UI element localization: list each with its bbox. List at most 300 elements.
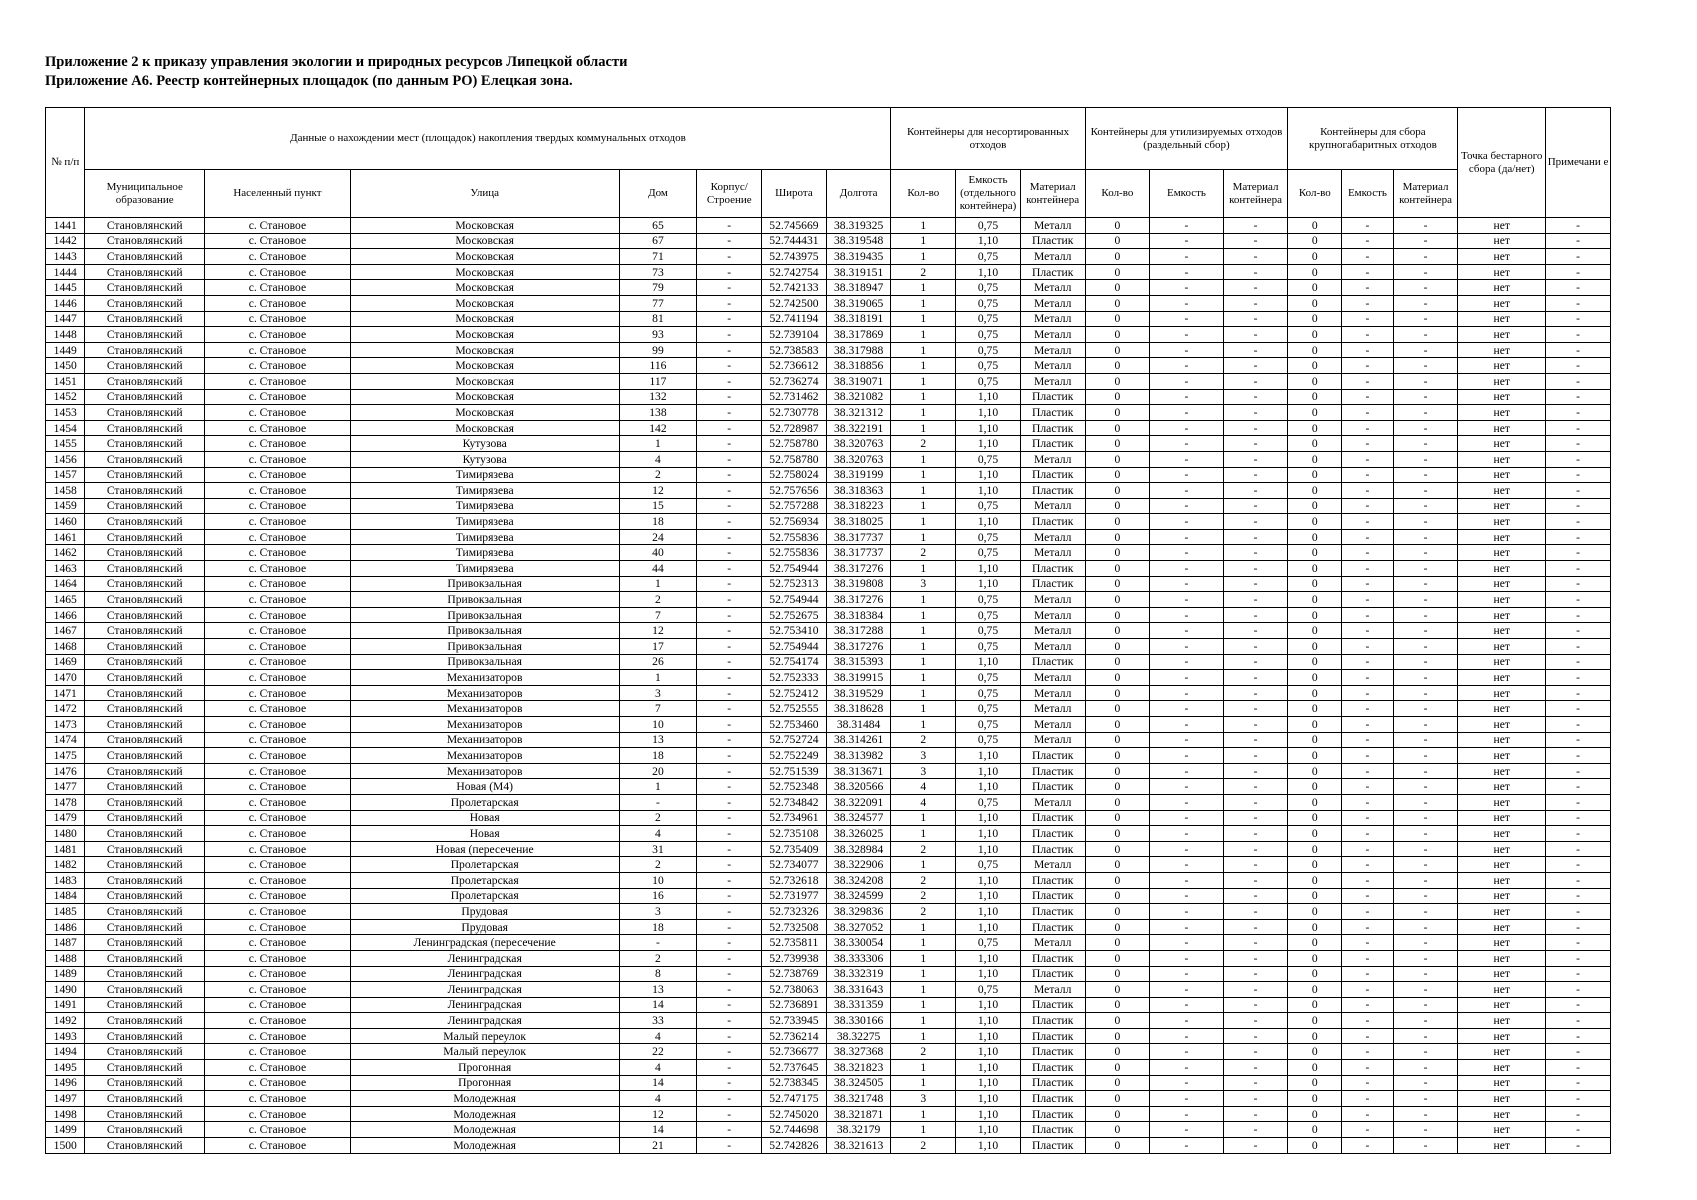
cell-material-bulky: - [1393, 451, 1458, 467]
cell-street: Московская [350, 295, 619, 311]
cell-containerless: нет [1458, 1028, 1546, 1044]
cell-volume-recyclable: - [1150, 888, 1223, 904]
cell-material-recyclable: - [1223, 779, 1288, 795]
cell-material-bulky: - [1393, 311, 1458, 327]
cell-volume-unsorted: 1,10 [956, 997, 1021, 1013]
cell-note: - [1546, 904, 1611, 920]
cell-num: 1450 [46, 358, 85, 374]
cell-count-unsorted: 4 [891, 794, 956, 810]
header-volume-recyclable: Емкость [1150, 170, 1223, 218]
cell-municipality: Становлянский [85, 701, 205, 717]
cell-material-bulky: - [1393, 576, 1458, 592]
cell-volume-unsorted: 1,10 [956, 233, 1021, 249]
cell-house: 2 [619, 467, 697, 483]
cell-building: - [697, 748, 762, 764]
cell-material-unsorted: Металл [1020, 249, 1085, 265]
cell-containerless: нет [1458, 748, 1546, 764]
cell-count-recyclable: 0 [1085, 826, 1150, 842]
cell-street: Привокзальная [350, 623, 619, 639]
cell-lon: 38.324577 [826, 810, 891, 826]
table-row [46, 327, 1611, 343]
cell-material-bulky: - [1393, 342, 1458, 358]
cell-volume-bulky: - [1342, 1122, 1394, 1138]
cell-num: 1461 [46, 529, 85, 545]
cell-count-recyclable: 0 [1085, 358, 1150, 374]
cell-material-bulky: - [1393, 607, 1458, 623]
cell-house: 14 [619, 1075, 697, 1091]
cell-volume-unsorted: 1,10 [956, 826, 1021, 842]
cell-count-unsorted: 2 [891, 545, 956, 561]
cell-count-recyclable: 0 [1085, 888, 1150, 904]
cell-material-recyclable: - [1223, 420, 1288, 436]
cell-num: 1445 [46, 280, 85, 296]
cell-count-bulky: 0 [1288, 514, 1342, 530]
cell-lon: 38.320566 [826, 779, 891, 795]
cell-volume-recyclable: - [1150, 280, 1223, 296]
cell-material-unsorted: Металл [1020, 451, 1085, 467]
cell-material-bulky: - [1393, 982, 1458, 998]
table-row [46, 1013, 1611, 1029]
cell-volume-bulky: - [1342, 467, 1394, 483]
header-num: № п/п [46, 108, 85, 218]
cell-note: - [1546, 888, 1611, 904]
cell-volume-recyclable: - [1150, 576, 1223, 592]
cell-containerless: нет [1458, 327, 1546, 343]
cell-material-unsorted: Металл [1020, 732, 1085, 748]
cell-count-bulky: 0 [1288, 389, 1342, 405]
cell-municipality: Становлянский [85, 982, 205, 998]
cell-lat: 52.754944 [762, 561, 827, 577]
cell-settlement: с. Становое [205, 545, 351, 561]
cell-count-bulky: 0 [1288, 794, 1342, 810]
cell-lat: 52.758780 [762, 451, 827, 467]
cell-num: 1444 [46, 264, 85, 280]
cell-street: Пролетарская [350, 872, 619, 888]
cell-containerless: нет [1458, 1091, 1546, 1107]
cell-note: - [1546, 1028, 1611, 1044]
cell-count-unsorted: 1 [891, 218, 956, 234]
cell-municipality: Становлянский [85, 732, 205, 748]
cell-street: Ленинградская [350, 997, 619, 1013]
cell-volume-unsorted: 0,75 [956, 982, 1021, 998]
cell-lon: 38.321312 [826, 405, 891, 421]
cell-material-bulky: - [1393, 436, 1458, 452]
cell-volume-unsorted: 0,75 [956, 857, 1021, 873]
cell-note: - [1546, 467, 1611, 483]
cell-containerless: нет [1458, 1106, 1546, 1122]
cell-containerless: нет [1458, 950, 1546, 966]
table-row [46, 982, 1611, 998]
cell-volume-bulky: - [1342, 405, 1394, 421]
cell-settlement: с. Становое [205, 1044, 351, 1060]
cell-count-recyclable: 0 [1085, 373, 1150, 389]
table-row [46, 280, 1611, 296]
cell-municipality: Становлянский [85, 264, 205, 280]
cell-building: - [697, 670, 762, 686]
cell-note: - [1546, 342, 1611, 358]
cell-containerless: нет [1458, 654, 1546, 670]
cell-count-recyclable: 0 [1085, 1138, 1150, 1154]
cell-municipality: Становлянский [85, 1060, 205, 1076]
cell-settlement: с. Становое [205, 1122, 351, 1138]
cell-settlement: с. Становое [205, 358, 351, 374]
cell-house: 71 [619, 249, 697, 265]
cell-volume-bulky: - [1342, 233, 1394, 249]
cell-num: 1484 [46, 888, 85, 904]
cell-building: - [697, 233, 762, 249]
cell-count-recyclable: 0 [1085, 717, 1150, 733]
cell-count-recyclable: 0 [1085, 794, 1150, 810]
cell-municipality: Становлянский [85, 763, 205, 779]
cell-count-unsorted: 1 [891, 1013, 956, 1029]
cell-material-unsorted: Металл [1020, 935, 1085, 951]
cell-count-recyclable: 0 [1085, 420, 1150, 436]
cell-count-recyclable: 0 [1085, 779, 1150, 795]
cell-material-recyclable: - [1223, 904, 1288, 920]
cell-count-recyclable: 0 [1085, 670, 1150, 686]
cell-street: Пролетарская [350, 857, 619, 873]
cell-count-recyclable: 0 [1085, 1044, 1150, 1060]
cell-material-unsorted: Пластик [1020, 405, 1085, 421]
cell-volume-recyclable: - [1150, 654, 1223, 670]
cell-municipality: Становлянский [85, 826, 205, 842]
cell-volume-recyclable: - [1150, 841, 1223, 857]
cell-count-recyclable: 0 [1085, 623, 1150, 639]
cell-count-unsorted: 3 [891, 763, 956, 779]
cell-material-recyclable: - [1223, 249, 1288, 265]
cell-count-bulky: 0 [1288, 218, 1342, 234]
cell-material-recyclable: - [1223, 623, 1288, 639]
table-row [46, 623, 1611, 639]
cell-material-recyclable: - [1223, 982, 1288, 998]
cell-material-unsorted: Металл [1020, 623, 1085, 639]
cell-settlement: с. Становое [205, 295, 351, 311]
cell-house: 26 [619, 654, 697, 670]
cell-house: 2 [619, 810, 697, 826]
cell-street: Московская [350, 218, 619, 234]
cell-material-unsorted: Пластик [1020, 483, 1085, 499]
cell-material-bulky: - [1393, 717, 1458, 733]
cell-volume-bulky: - [1342, 857, 1394, 873]
cell-volume-recyclable: - [1150, 685, 1223, 701]
cell-lat: 52.752333 [762, 670, 827, 686]
cell-municipality: Становлянский [85, 249, 205, 265]
table-row [46, 576, 1611, 592]
cell-lon: 38.32179 [826, 1122, 891, 1138]
cell-containerless: нет [1458, 264, 1546, 280]
cell-volume-recyclable: - [1150, 405, 1223, 421]
cell-lat: 52.755836 [762, 545, 827, 561]
cell-house: 116 [619, 358, 697, 374]
cell-note: - [1546, 794, 1611, 810]
cell-settlement: с. Становое [205, 218, 351, 234]
cell-house: 33 [619, 1013, 697, 1029]
cell-volume-bulky: - [1342, 249, 1394, 265]
table-row [46, 467, 1611, 483]
cell-material-unsorted: Пластик [1020, 436, 1085, 452]
table-row [46, 233, 1611, 249]
header-recyclable-group: Контейнеры для утилизируемых отходов (раздельный сбор) [1085, 108, 1288, 170]
cell-volume-recyclable: - [1150, 966, 1223, 982]
cell-volume-bulky: - [1342, 763, 1394, 779]
cell-street: Московская [350, 280, 619, 296]
cell-material-unsorted: Пластик [1020, 389, 1085, 405]
cell-lat: 52.742754 [762, 264, 827, 280]
cell-lat: 52.742133 [762, 280, 827, 296]
cell-num: 1463 [46, 561, 85, 577]
cell-volume-unsorted: 1,10 [956, 264, 1021, 280]
cell-volume-recyclable: - [1150, 295, 1223, 311]
cell-municipality: Становлянский [85, 467, 205, 483]
table-row [46, 451, 1611, 467]
cell-volume-unsorted: 1,10 [956, 654, 1021, 670]
cell-lat: 52.752313 [762, 576, 827, 592]
cell-settlement: с. Становое [205, 342, 351, 358]
heading-line-2: Приложение А6. Реестр контейнерных площадок (по данным РО) Елецкая зона. [45, 73, 573, 89]
cell-house: 13 [619, 982, 697, 998]
cell-lon: 38.333306 [826, 950, 891, 966]
cell-volume-bulky: - [1342, 311, 1394, 327]
cell-num: 1487 [46, 935, 85, 951]
cell-building: - [697, 779, 762, 795]
header-containerless: Точка бестарного сбора (да/нет) [1458, 108, 1546, 218]
cell-volume-recyclable: - [1150, 358, 1223, 374]
cell-count-recyclable: 0 [1085, 748, 1150, 764]
cell-lon: 38.317276 [826, 592, 891, 608]
table-row [46, 1028, 1611, 1044]
cell-count-recyclable: 0 [1085, 311, 1150, 327]
cell-building: - [697, 576, 762, 592]
cell-street: Механизаторов [350, 701, 619, 717]
cell-material-recyclable: - [1223, 529, 1288, 545]
cell-street: Ленинградская [350, 982, 619, 998]
cell-count-bulky: 0 [1288, 342, 1342, 358]
cell-volume-recyclable: - [1150, 249, 1223, 265]
cell-volume-bulky: - [1342, 810, 1394, 826]
cell-material-bulky: - [1393, 420, 1458, 436]
cell-municipality: Становлянский [85, 872, 205, 888]
cell-lat: 52.739104 [762, 327, 827, 343]
cell-material-unsorted: Металл [1020, 685, 1085, 701]
cell-municipality: Становлянский [85, 295, 205, 311]
cell-count-unsorted: 1 [891, 233, 956, 249]
cell-containerless: нет [1458, 483, 1546, 499]
cell-lon: 38.331643 [826, 982, 891, 998]
cell-settlement: с. Становое [205, 420, 351, 436]
cell-material-recyclable: - [1223, 935, 1288, 951]
table-row [46, 436, 1611, 452]
cell-volume-bulky: - [1342, 748, 1394, 764]
cell-material-unsorted: Металл [1020, 311, 1085, 327]
cell-num: 1477 [46, 779, 85, 795]
cell-volume-bulky: - [1342, 607, 1394, 623]
cell-containerless: нет [1458, 592, 1546, 608]
cell-volume-unsorted: 1,10 [956, 467, 1021, 483]
table-row [46, 264, 1611, 280]
cell-lat: 52.753410 [762, 623, 827, 639]
cell-volume-unsorted: 1,10 [956, 1091, 1021, 1107]
cell-count-bulky: 0 [1288, 701, 1342, 717]
cell-house: 16 [619, 888, 697, 904]
cell-lat: 52.744698 [762, 1122, 827, 1138]
cell-settlement: с. Становое [205, 717, 351, 733]
cell-building: - [697, 311, 762, 327]
cell-volume-bulky: - [1342, 841, 1394, 857]
cell-volume-bulky: - [1342, 1091, 1394, 1107]
cell-volume-recyclable: - [1150, 1060, 1223, 1076]
table-row [46, 295, 1611, 311]
cell-volume-unsorted: 1,10 [956, 748, 1021, 764]
cell-settlement: с. Становое [205, 904, 351, 920]
cell-house: 1 [619, 436, 697, 452]
cell-lon: 38.319071 [826, 373, 891, 389]
cell-num: 1497 [46, 1091, 85, 1107]
cell-municipality: Становлянский [85, 529, 205, 545]
cell-material-unsorted: Пластик [1020, 841, 1085, 857]
cell-num: 1458 [46, 483, 85, 499]
cell-volume-recyclable: - [1150, 1044, 1223, 1060]
cell-lat: 52.754944 [762, 592, 827, 608]
header-unsorted-group: Контейнеры для несортированных отходов [891, 108, 1085, 170]
document-heading [45, 53, 1245, 91]
header-count-bulky: Кол-во [1288, 170, 1342, 218]
cell-count-bulky: 0 [1288, 966, 1342, 982]
cell-material-recyclable: - [1223, 405, 1288, 421]
cell-street: Тимирязева [350, 483, 619, 499]
table-row [46, 779, 1611, 795]
cell-settlement: с. Становое [205, 607, 351, 623]
cell-containerless: нет [1458, 607, 1546, 623]
cell-lon: 38.327052 [826, 919, 891, 935]
cell-material-bulky: - [1393, 483, 1458, 499]
cell-note: - [1546, 498, 1611, 514]
cell-containerless: нет [1458, 545, 1546, 561]
cell-containerless: нет [1458, 1044, 1546, 1060]
cell-material-bulky: - [1393, 1106, 1458, 1122]
cell-material-unsorted: Металл [1020, 280, 1085, 296]
cell-municipality: Становлянский [85, 950, 205, 966]
cell-settlement: с. Становое [205, 872, 351, 888]
cell-settlement: с. Становое [205, 888, 351, 904]
cell-count-unsorted: 1 [891, 327, 956, 343]
cell-material-recyclable: - [1223, 794, 1288, 810]
cell-lon: 38.318025 [826, 514, 891, 530]
cell-containerless: нет [1458, 233, 1546, 249]
cell-num: 1456 [46, 451, 85, 467]
cell-count-bulky: 0 [1288, 810, 1342, 826]
cell-volume-unsorted: 0,75 [956, 935, 1021, 951]
cell-lon: 38.320763 [826, 451, 891, 467]
cell-street: Тимирязева [350, 514, 619, 530]
cell-house: 24 [619, 529, 697, 545]
cell-volume-bulky: - [1342, 935, 1394, 951]
cell-count-recyclable: 0 [1085, 436, 1150, 452]
cell-volume-recyclable: - [1150, 1122, 1223, 1138]
cell-street: Московская [350, 264, 619, 280]
cell-containerless: нет [1458, 1060, 1546, 1076]
cell-volume-bulky: - [1342, 451, 1394, 467]
cell-containerless: нет [1458, 966, 1546, 982]
cell-material-bulky: - [1393, 389, 1458, 405]
cell-building: - [697, 529, 762, 545]
cell-volume-unsorted: 1,10 [956, 1075, 1021, 1091]
cell-count-unsorted: 1 [891, 1075, 956, 1091]
cell-building: - [697, 763, 762, 779]
cell-lat: 52.742826 [762, 1138, 827, 1154]
cell-material-recyclable: - [1223, 607, 1288, 623]
table-row [46, 919, 1611, 935]
cell-volume-recyclable: - [1150, 467, 1223, 483]
cell-material-recyclable: - [1223, 857, 1288, 873]
cell-count-unsorted: 2 [891, 888, 956, 904]
cell-count-recyclable: 0 [1085, 264, 1150, 280]
cell-building: - [697, 810, 762, 826]
cell-building: - [697, 841, 762, 857]
cell-containerless: нет [1458, 436, 1546, 452]
cell-street: Механизаторов [350, 717, 619, 733]
cell-note: - [1546, 763, 1611, 779]
cell-note: - [1546, 1060, 1611, 1076]
cell-volume-recyclable: - [1150, 1106, 1223, 1122]
cell-material-bulky: - [1393, 529, 1458, 545]
cell-settlement: с. Становое [205, 841, 351, 857]
cell-count-recyclable: 0 [1085, 872, 1150, 888]
cell-lon: 38.319548 [826, 233, 891, 249]
cell-note: - [1546, 857, 1611, 873]
cell-lat: 52.756934 [762, 514, 827, 530]
cell-building: - [697, 794, 762, 810]
cell-num: 1495 [46, 1060, 85, 1076]
cell-lon: 38.319808 [826, 576, 891, 592]
cell-count-bulky: 0 [1288, 1044, 1342, 1060]
cell-count-bulky: 0 [1288, 607, 1342, 623]
cell-volume-recyclable: - [1150, 420, 1223, 436]
header-material-bulky: Материал контейнера [1393, 170, 1458, 218]
cell-house: 2 [619, 950, 697, 966]
cell-municipality: Становлянский [85, 639, 205, 655]
cell-lon: 38.328984 [826, 841, 891, 857]
cell-volume-recyclable: - [1150, 701, 1223, 717]
cell-volume-unsorted: 1,10 [956, 810, 1021, 826]
cell-volume-recyclable: - [1150, 950, 1223, 966]
cell-street: Малый переулок [350, 1028, 619, 1044]
cell-material-bulky: - [1393, 498, 1458, 514]
cell-lat: 52.730778 [762, 405, 827, 421]
cell-municipality: Становлянский [85, 389, 205, 405]
cell-building: - [697, 218, 762, 234]
cell-num: 1465 [46, 592, 85, 608]
cell-volume-unsorted: 0,75 [956, 794, 1021, 810]
cell-material-unsorted: Металл [1020, 529, 1085, 545]
table-row [46, 826, 1611, 842]
cell-municipality: Становлянский [85, 483, 205, 499]
cell-material-recyclable: - [1223, 545, 1288, 561]
table-row [46, 483, 1611, 499]
cell-material-unsorted: Металл [1020, 857, 1085, 873]
cell-settlement: с. Становое [205, 498, 351, 514]
cell-volume-bulky: - [1342, 623, 1394, 639]
cell-note: - [1546, 841, 1611, 857]
cell-count-unsorted: 1 [891, 483, 956, 499]
cell-volume-bulky: - [1342, 561, 1394, 577]
cell-lon: 38.319325 [826, 218, 891, 234]
cell-volume-recyclable: - [1150, 1075, 1223, 1091]
cell-building: - [697, 389, 762, 405]
cell-material-unsorted: Пластик [1020, 779, 1085, 795]
cell-lat: 52.732508 [762, 919, 827, 935]
cell-settlement: с. Становое [205, 280, 351, 296]
cell-count-recyclable: 0 [1085, 732, 1150, 748]
